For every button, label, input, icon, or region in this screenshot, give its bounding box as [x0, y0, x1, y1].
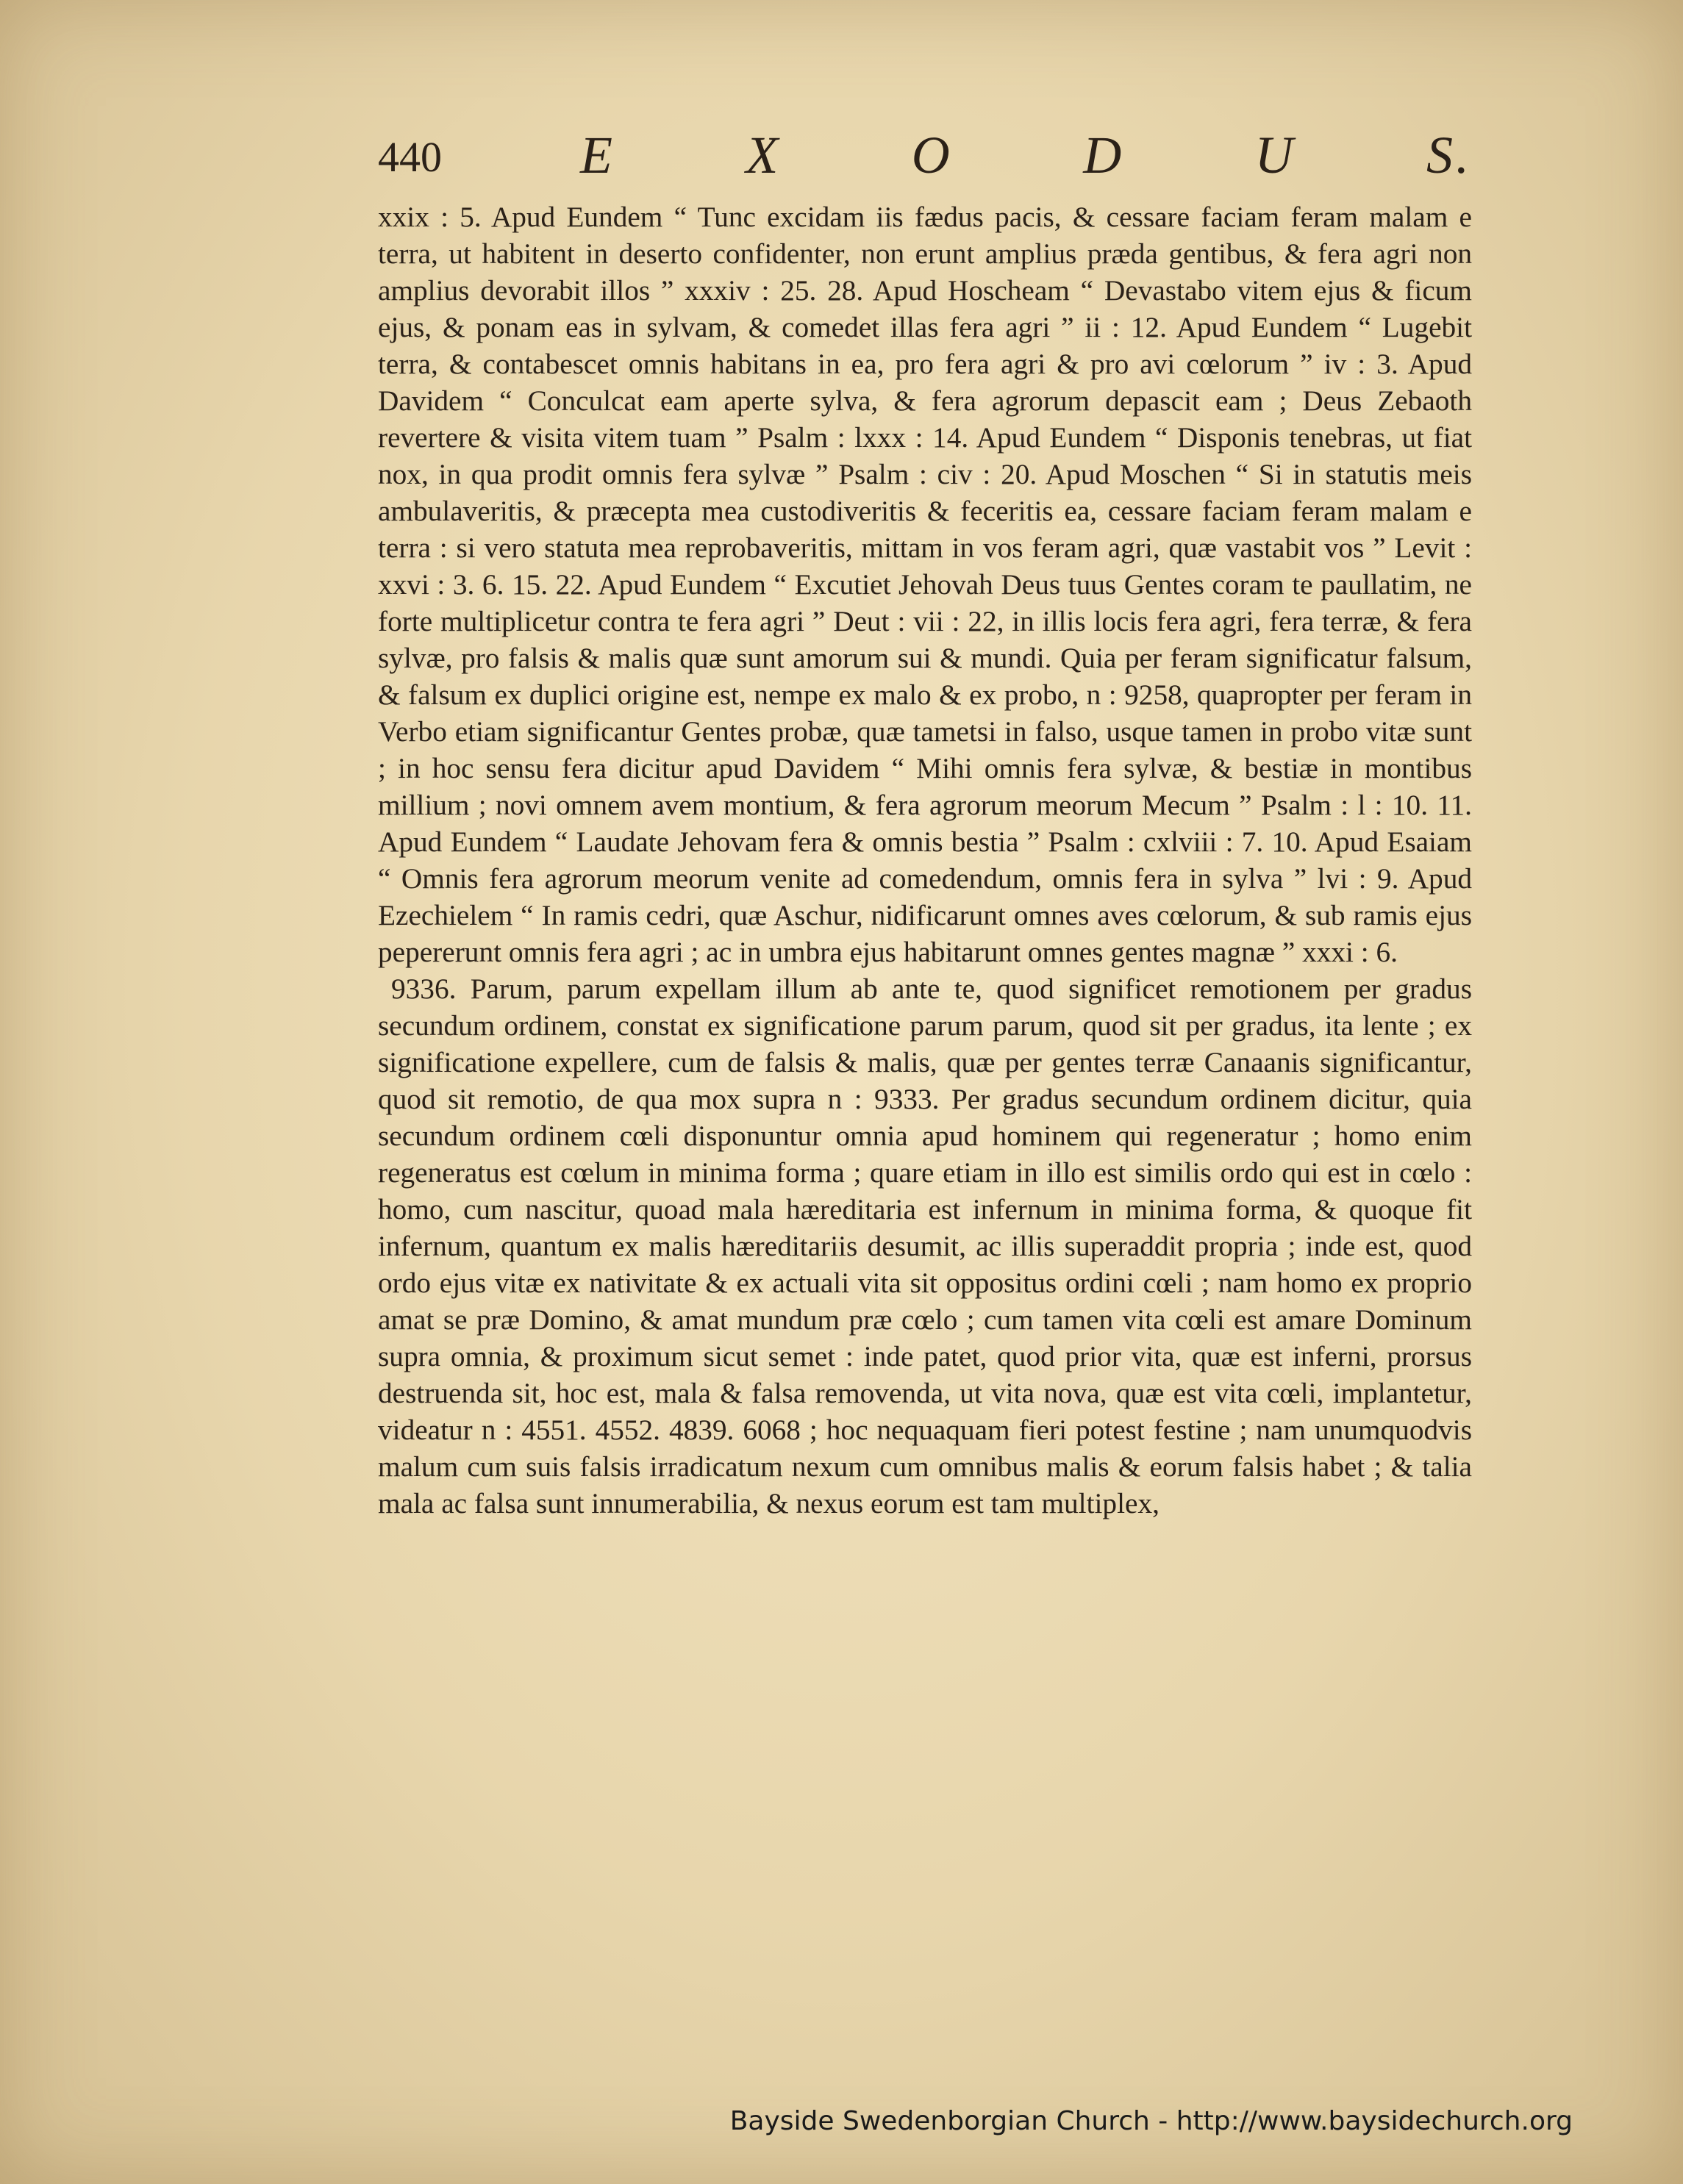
- running-title-letter: D: [1083, 126, 1125, 185]
- running-title-letter: E: [580, 126, 615, 185]
- running-title-letter: X: [746, 126, 782, 185]
- main-text: [378, 198, 1472, 1522]
- page-header: [378, 125, 1472, 184]
- running-title: [580, 125, 1472, 186]
- watermark: Bayside Swedenborgian Church - http://www.baysidechurch.org: [729, 2106, 1573, 2136]
- running-title-letter: S.: [1426, 126, 1472, 185]
- running-title-letter: U: [1254, 126, 1296, 185]
- page-number: 440: [378, 133, 442, 181]
- paragraph-continuation: xxix : 5. Apud Eundem “ Tunc excidam iis fædus pacis, & cessare faciam feram malam e terra, ut habitent in deserto confidenter, non erunt amplius præda gentibus, & fera agri non amplius devorabit illos ” xxxiv : 25. 28. Apud Hoscheam “ Devastabo vitem ejus & ficum ejus, & ponam eas in sylvam, & comedet illas fera agri ” ii : 12. Apud Eundem “ Lugebit terra, & contabescet omnis habitans in ea, pro fera agri & pro avi cœlorum ” iv : 3. Apud Davidem “ Conculcat eam aperte sylva, & fera agrorum depascit eam ; Deus Zebaoth revertere & visita vitem tuam ” Psalm : lxxx : 14. Apud Eundem “ Disponis tenebras, ut fiat nox, in qua prodit omnis fera sylvæ ” Psalm : civ : 20. Apud Moschen “ Si in statutis meis ambulaveritis, & præcepta mea custodiveritis & feceritis ea, cessare faciam feram malam e terra : si vero statuta mea reprobaveritis, mittam in vos feram agri, quæ vastabit vos ” Levit : xxvi : 3. 6. 15. 22. Apud Eundem “ Excutiet Jehovah Deus tuus Gentes coram te paullatim, ne forte multiplicetur contra te fera agri ” Deut : vii : 22, in illis locis fera agri, fera terræ, & fera sylvæ, pro falsis & malis quæ sunt amorum sui & mundi. Quia per feram significatur falsum, & falsum ex duplici origine est, nempe ex malo & ex probo, n : 9258, quapropter per feram in Verbo etiam significantur Gentes probæ, quæ tametsi in falso, usque tamen in probo vitæ sunt ; in hoc sensu fera dicitur apud Davidem “ Mihi omnis fera sylvæ, & bestiæ in montibus millium ; novi omnem avem montium, & fera agrorum meorum Mecum ” Psalm : l : 10. 11. Apud Eundem “ Laudate Jehovam fera & omnis bestia ” Psalm : cxlviii : 7. 10. Apud Esaiam “ Omnis fera agrorum meorum venite ad comedendum, omnis fera in sylva ” lvi : 9. Apud Ezechielem “ In ramis cedri, quæ Aschur, nidificarunt omnes aves cœlorum, & sub ramis ejus pepererunt omnis fera agri ; ac in umbra ejus habitarunt omnes gentes magnæ ” xxxi : 6.: [378, 201, 1472, 968]
- running-title-letter: O: [911, 126, 953, 185]
- paragraph-9336: 9336. Parum, parum expellam illum ab ante te, quod significet remotionem per gradus secundum ordinem, constat ex significatione parum parum, quod sit per gradus, ita lente ; ex significatione expellere, cum de falsis & malis, quæ per gentes terræ Canaanis significantur, quod sit remotio, de qua mox supra n : 9333. Per gradus secundum ordinem dicitur, quia secundum ordinem cœli disponuntur omnia apud hominem qui regeneratur ; homo enim regeneratus est cœlum in minima forma ; quare etiam in illo est similis ordo qui est in cœlo : homo, cum nascitur, quoad mala hæreditaria est infernum in minima forma, & quoque fit infernum, quantum ex malis hæreditariis desumit, ac illis superaddit propria ; inde est, quod ordo ejus vitæ ex nativitate & ex actuali vita sit oppositus ordini cœli ; nam homo ex proprio amat se præ Domino, & amat mundum præ cœlo ; cum tamen vita cœli est amare Dominum supra omnia, & proximum sicut semet : inde patet, quod prior vita, quæ est inferni, prorsus destruenda sit, hoc est, mala & falsa removenda, ut vita nova, quæ est vita cœli, implantetur, videatur n : 4551. 4552. 4839. 6068 ; hoc nequaquam fieri potest festine ; nam unumquodvis malum cum suis falsis irradicatum nexum cum omnibus malis & eorum falsis habet ; & talia mala ac falsa sunt innumerabilia, & nexus eorum est tam multiplex,: [378, 973, 1472, 1519]
